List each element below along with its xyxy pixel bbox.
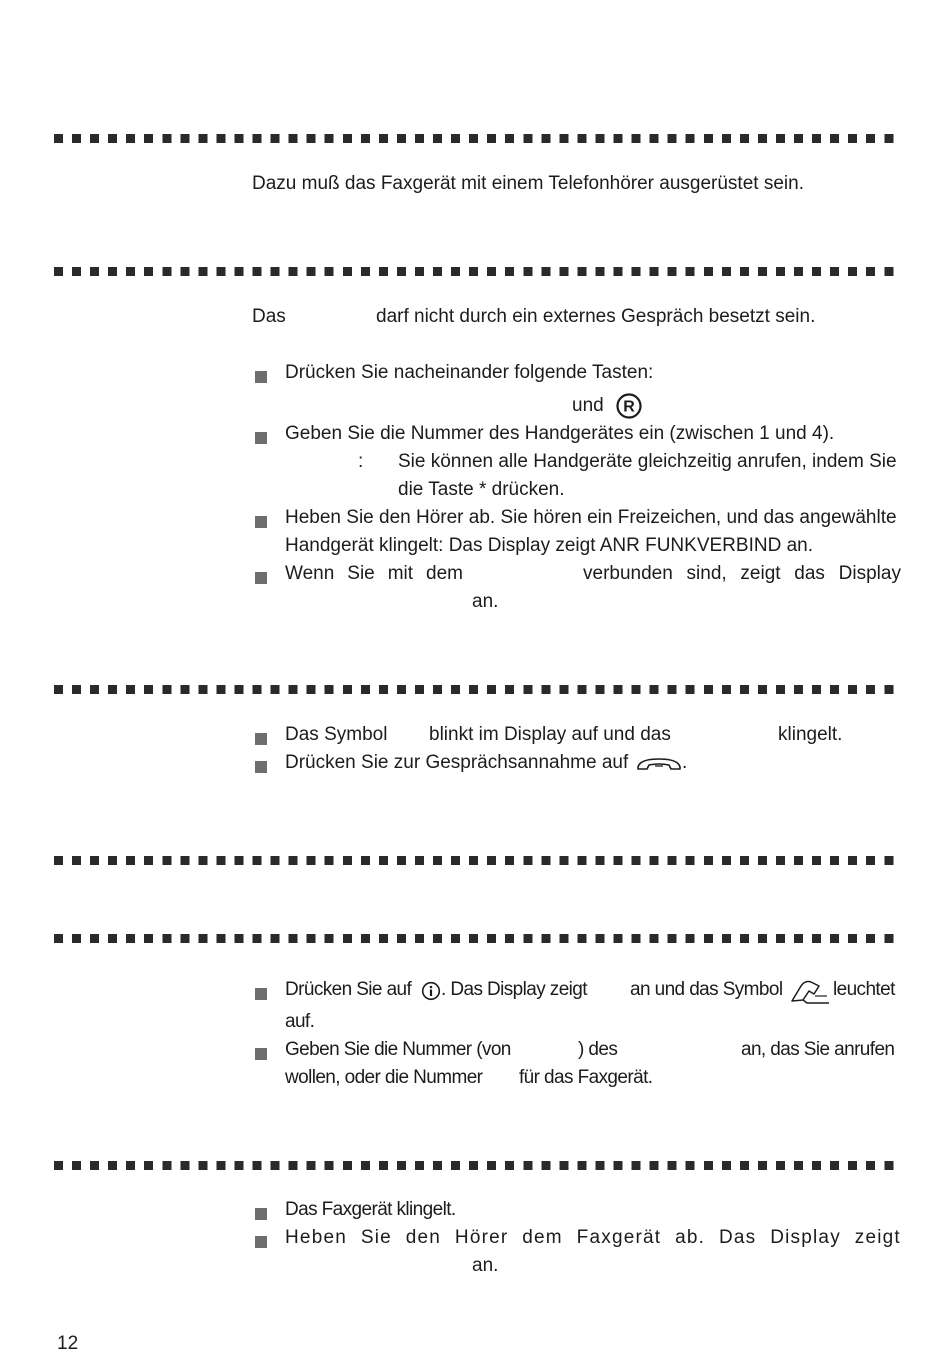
bullet-icon	[255, 572, 267, 584]
step-text: Drücken Sie auf	[285, 979, 412, 1000]
r-key-icon	[615, 392, 643, 420]
page-number: 12	[57, 1333, 79, 1354]
step-text: Das Faxgerät klingelt.	[285, 1199, 456, 1220]
step-text: ) des	[578, 1039, 618, 1060]
handset-icon	[635, 755, 683, 775]
section-2-intro-right: darf nicht durch ein externes Gespräch besetzt sein.	[376, 306, 816, 327]
step-und-text: und	[572, 395, 604, 416]
word: Heben	[285, 1227, 347, 1248]
word: Display	[838, 563, 901, 584]
phone-symbol-icon	[789, 976, 831, 1006]
word: ab.	[675, 1227, 706, 1248]
bullet-icon	[255, 1236, 267, 1248]
word: Display	[770, 1227, 841, 1248]
section-separator	[54, 934, 902, 943]
step-text: Drücken Sie nacheinander folgende Tasten:	[285, 362, 654, 383]
svg-text:R: R	[623, 398, 635, 416]
step-text	[583, 562, 901, 586]
note-text: die Taste * drücken.	[398, 479, 565, 500]
step-text: Handgerät klingelt: Das Display zeigt ANR FUNKVERBIND an.	[285, 535, 813, 556]
section-separator	[54, 856, 902, 865]
word: den	[405, 1227, 442, 1248]
bullet-icon	[255, 988, 267, 1000]
step-text: an.	[472, 1255, 499, 1276]
step-text: leuchtet	[833, 979, 895, 1000]
bullet-icon	[255, 432, 267, 444]
section-2-intro-left: Das	[252, 306, 286, 327]
step-text: an.	[472, 591, 499, 612]
word: Hörer	[454, 1227, 509, 1248]
step-text: . Das Display zeigt	[441, 979, 587, 1000]
section-separator	[54, 1161, 902, 1170]
word: zeigt	[740, 563, 781, 584]
step-text: an und das Symbol	[630, 979, 783, 1000]
note-text: Sie können alle Handgeräte gleichzeitig anrufen, indem Sie	[398, 451, 897, 472]
section-1-text: Dazu muß das Faxgerät mit einem Telefonhörer ausgerüstet sein.	[252, 173, 804, 194]
step-text	[285, 1226, 901, 1250]
step-text: .	[682, 752, 688, 773]
step-text: blinkt im Display auf und das	[429, 724, 671, 745]
step-text: wollen, oder die Nummer	[285, 1067, 483, 1088]
bullet-icon	[255, 733, 267, 745]
step-text	[285, 562, 463, 586]
word: Das	[718, 1227, 757, 1248]
word: Faxgerät	[576, 1227, 662, 1248]
bullet-icon	[255, 761, 267, 773]
bullet-icon	[255, 1208, 267, 1220]
note-colon: :	[358, 451, 364, 472]
step-text: für das Faxgerät.	[519, 1067, 653, 1088]
info-icon	[421, 981, 441, 1001]
bullet-icon	[255, 371, 267, 383]
word: verbunden	[583, 563, 673, 584]
bullet-icon	[255, 516, 267, 528]
step-text: Das Symbol	[285, 724, 388, 745]
word: dem	[426, 563, 463, 584]
step-text: Drücken Sie zur Gesprächsannahme auf	[285, 752, 629, 773]
word: zeigt	[854, 1227, 901, 1248]
step-text: auf.	[285, 1011, 315, 1032]
section-separator	[54, 267, 902, 276]
step-text: an, das Sie anrufen	[741, 1039, 895, 1060]
word: Sie	[360, 1227, 392, 1248]
step-text: Geben Sie die Nummer des Handgerätes ein (zwischen 1 und 4).	[285, 423, 835, 444]
word: dem	[522, 1227, 563, 1248]
word: Wenn	[285, 563, 335, 584]
section-separator	[54, 134, 902, 143]
step-text: Geben Sie die Nummer (von	[285, 1039, 511, 1060]
word: das	[794, 563, 825, 584]
word: sind,	[686, 563, 727, 584]
step-text: Heben Sie den Hörer ab. Sie hören ein Freizeichen, und das angewählte	[285, 507, 897, 528]
word: Sie	[347, 563, 375, 584]
word: mit	[387, 563, 414, 584]
step-text: klingelt.	[778, 724, 843, 745]
bullet-icon	[255, 1048, 267, 1060]
section-separator	[54, 685, 902, 694]
